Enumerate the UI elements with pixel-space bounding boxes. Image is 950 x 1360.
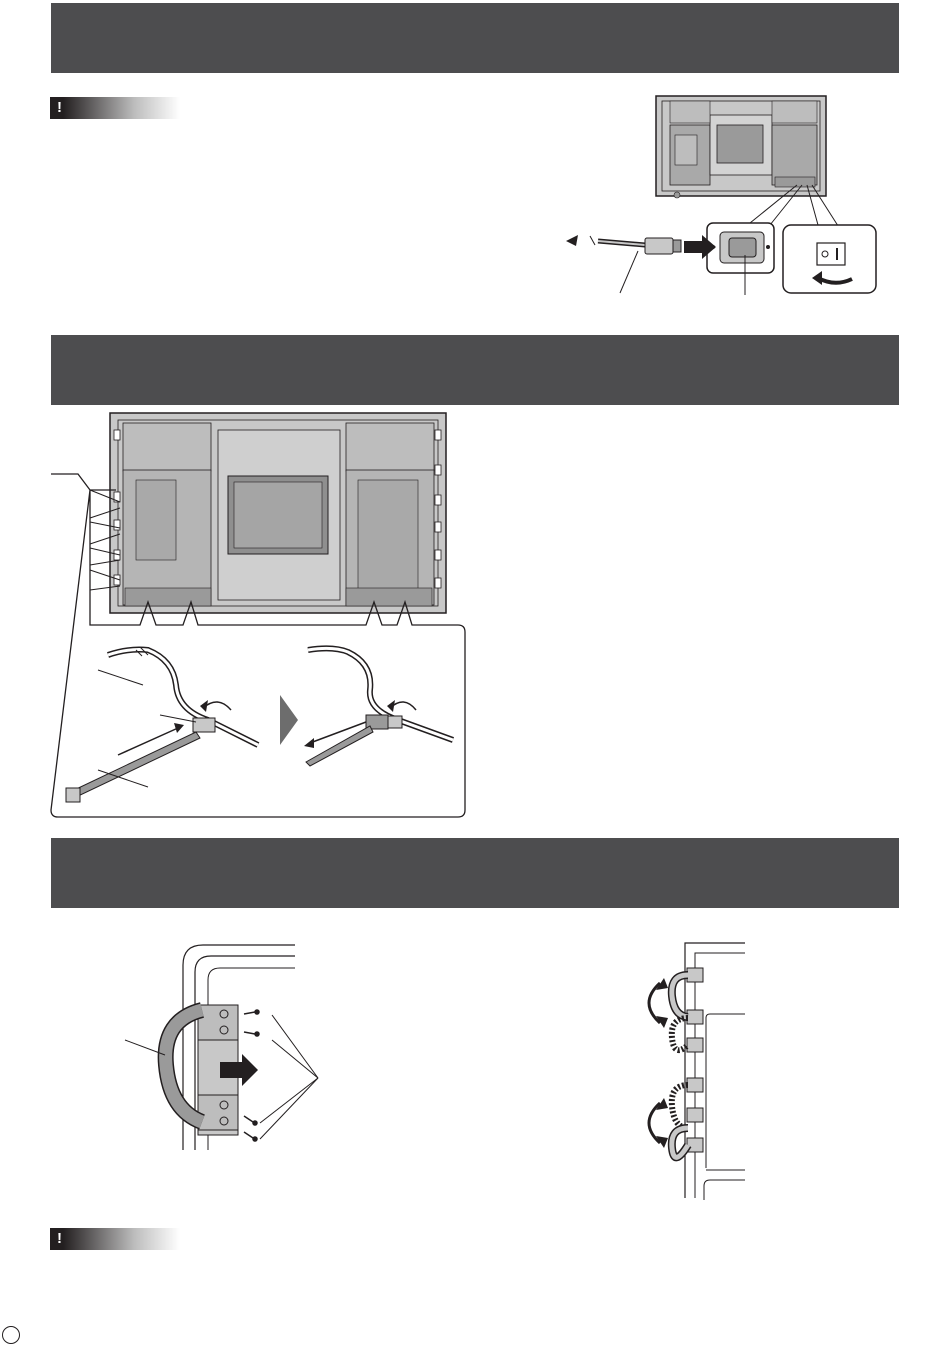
cable-tie [70, 732, 200, 798]
arrow-icon [304, 738, 314, 748]
arrow-icon [174, 723, 184, 733]
section-header-handles [51, 838, 899, 908]
section-header-power [51, 3, 899, 73]
rotate-arrow-icon [200, 700, 208, 712]
power-switch-icon [817, 243, 845, 265]
arrow-icon [566, 235, 578, 246]
handle-rotation-illustration [630, 938, 760, 1208]
power-connection-illustration [550, 95, 890, 305]
warning-icon: ! [57, 1230, 62, 1247]
handle-removal-illustration [120, 940, 330, 1155]
warning-icon: ! [57, 99, 62, 116]
caution-badge [50, 97, 180, 119]
cable-tie-illustration [48, 410, 468, 822]
triangle-arrow-icon [280, 695, 298, 745]
page-number [2, 1326, 20, 1344]
caution-badge [50, 1228, 180, 1250]
section-header-cable-binding [51, 335, 899, 405]
rotate-arrow-icon [387, 700, 395, 712]
plug [645, 238, 673, 254]
